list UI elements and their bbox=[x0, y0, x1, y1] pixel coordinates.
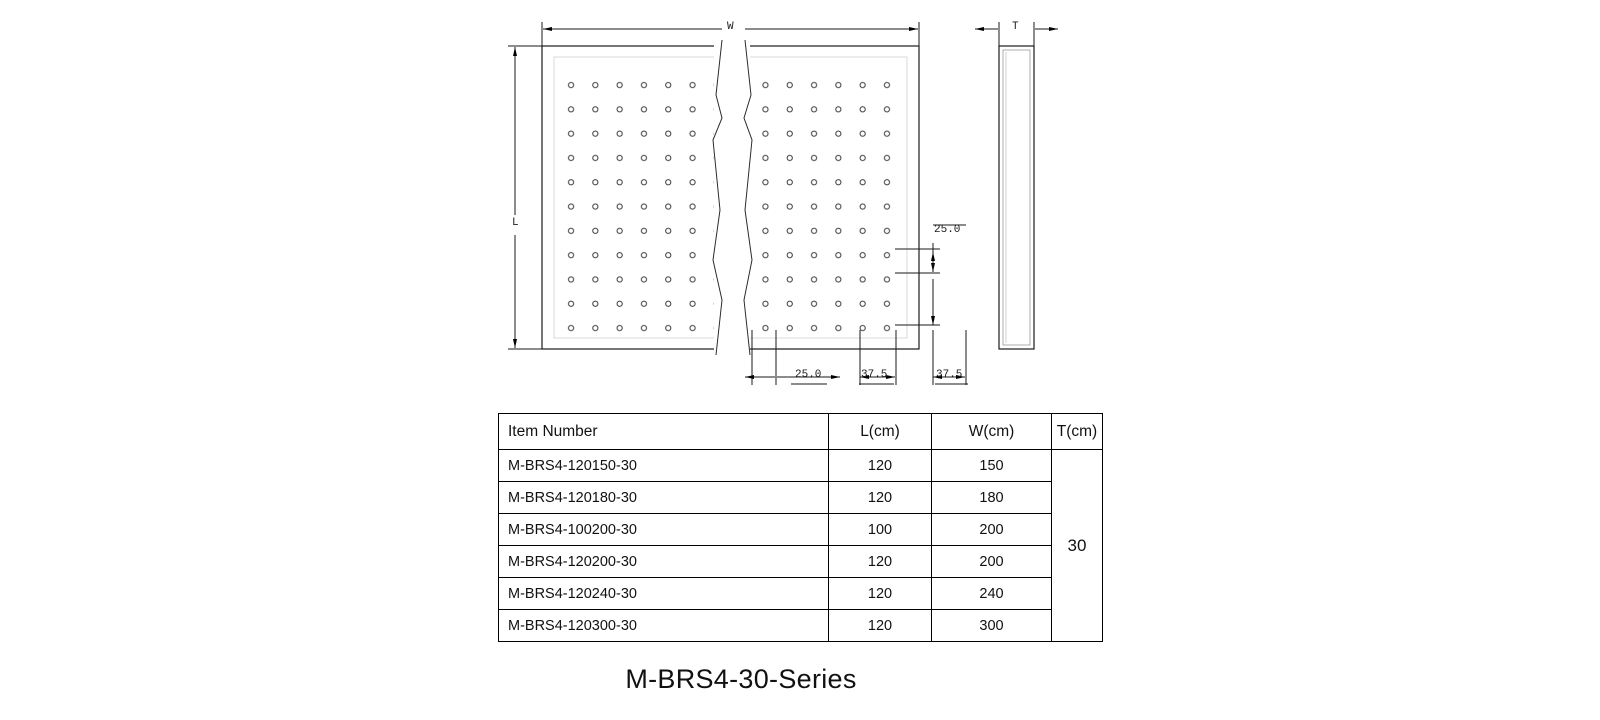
perforation-holes-right bbox=[752, 64, 908, 332]
header-item-number: Item Number bbox=[499, 414, 829, 450]
perforation-holes-left bbox=[558, 64, 718, 332]
specification-table bbox=[498, 413, 1103, 642]
table-row bbox=[499, 610, 1103, 642]
drawing-caption: M-BRS4-30-Series bbox=[625, 664, 857, 694]
cell-width: 200 bbox=[932, 514, 1052, 546]
cell-item-number: M-BRS4-100200-30 bbox=[499, 514, 829, 546]
cell-item-number: M-BRS4-120240-30 bbox=[499, 578, 829, 610]
cell-item-number: M-BRS4-120180-30 bbox=[499, 482, 829, 514]
header-thickness: T(cm) bbox=[1052, 414, 1103, 450]
table-row bbox=[499, 482, 1103, 514]
dimension-label-horizontal-spacing: 25.0 bbox=[795, 369, 822, 381]
cell-length: 120 bbox=[829, 578, 932, 610]
cell-length: 120 bbox=[829, 482, 932, 514]
side-view-plate bbox=[999, 46, 1034, 349]
table-row bbox=[499, 578, 1103, 610]
cell-item-number: M-BRS4-120300-30 bbox=[499, 610, 829, 642]
dimension-label-edge-offset-right: 37.5 bbox=[936, 369, 963, 381]
cell-length: 120 bbox=[829, 546, 932, 578]
cell-length: 120 bbox=[829, 610, 932, 642]
table-row bbox=[499, 514, 1103, 546]
dimension-label-vertical-spacing: 25.0 bbox=[934, 224, 961, 236]
header-length: L(cm) bbox=[829, 414, 932, 450]
dimension-l bbox=[508, 46, 542, 349]
dimension-label-l: L bbox=[512, 217, 519, 229]
cell-length: 120 bbox=[829, 450, 932, 482]
front-view-plate bbox=[542, 40, 919, 355]
cell-width: 300 bbox=[932, 610, 1052, 642]
dimension-label-edge-offset-left: 37.5 bbox=[861, 369, 888, 381]
table-row bbox=[499, 546, 1103, 578]
table-header-row bbox=[499, 414, 1103, 450]
cell-item-number: M-BRS4-120200-30 bbox=[499, 546, 829, 578]
cell-width: 150 bbox=[932, 450, 1052, 482]
cell-thickness: 30 bbox=[1052, 450, 1103, 642]
dimension-label-t: T bbox=[1012, 21, 1019, 33]
cell-width: 180 bbox=[932, 482, 1052, 514]
cell-width: 240 bbox=[932, 578, 1052, 610]
cell-width: 200 bbox=[932, 546, 1052, 578]
table-row bbox=[499, 450, 1103, 482]
header-width: W(cm) bbox=[932, 414, 1052, 450]
cell-item-number: M-BRS4-120150-30 bbox=[499, 450, 829, 482]
cell-length: 100 bbox=[829, 514, 932, 546]
dimension-label-w: W bbox=[727, 21, 734, 33]
